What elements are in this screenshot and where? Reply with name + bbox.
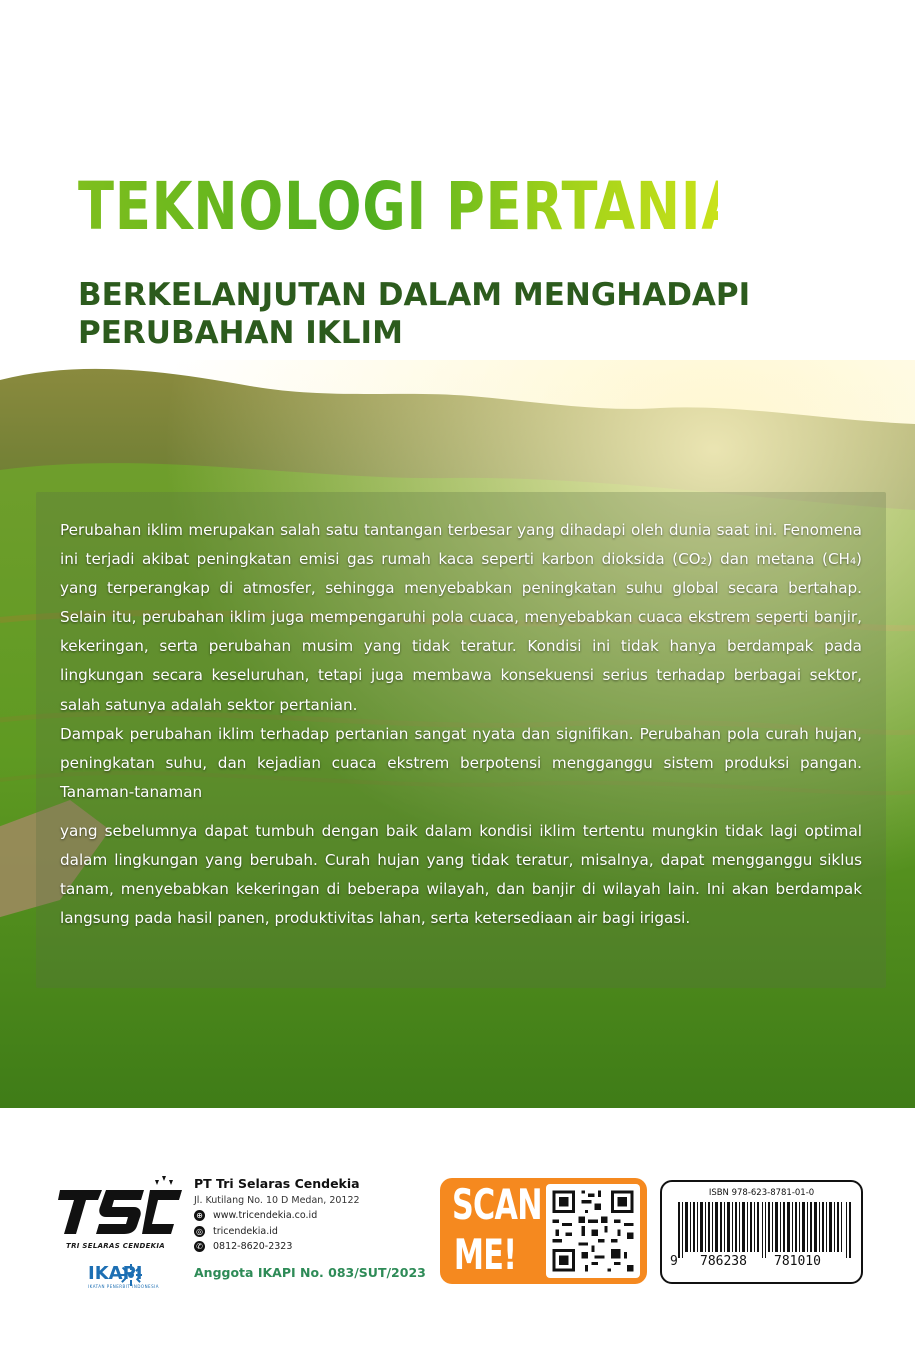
instagram-icon: ◎ <box>194 1226 205 1237</box>
blurb-text-1 <box>60 516 862 807</box>
whatsapp-icon: ✆ <box>194 1241 205 1252</box>
book-title: TEKNOLOGI PERTANIAN <box>78 168 789 245</box>
isbn-label: ISBN 978-623-8781-01-0 <box>708 1188 815 1198</box>
website-text: www.tricendekia.co.id <box>213 1209 318 1221</box>
phone-row[interactable] <box>194 1239 292 1253</box>
blurb-paragraph-1: Perubahan iklim merupakan salah satu tantangan terbesar yang dihadapi oleh dunia saat ini. Fenomena ini terjadi akibat peningkatan emisi gas rumah kaca seperti karbon dioksida (CO₂) dan metana (CH₄) yang terperangkap di atmosfer, sehingga menyebabkan peningkatan suhu global secara bertahap. Selain itu, perubahan iklim juga mempengaruhi pola cuaca, menyebabkan cuaca ekstrem seperti banjir, kekeringan, serta perubahan musim yang tidak teratur. Kondisi ini tidak hanya berdampak pada lingkungan secara keseluruhan, tetapi juga membawa konsekuensi serius terhadap berbagai sektor, salah satunya adalah sektor pertanian. <box>60 521 862 714</box>
scan-label-line2: ME! <box>453 1230 517 1279</box>
blurb-paragraph-3: yang sebelumnya dapat tumbuh dengan baik dalam kondisi iklim tertentu mungkin tidak lagi optimal dalam lingkungan yang berubah. Curah hujan yang tidak teratur, misalnya, dapat mengganggu siklus tanam, menyebabkan kekeringan di beberapa wilayah, dan banjir di wilayah lain. Ini akan berdampak langsung pada hasil panen, produktivitas lahan, serta ketersediaan air bagi irigasi. <box>60 822 862 928</box>
ikapi-wordmark: IKAPI <box>88 1263 143 1284</box>
website-row[interactable] <box>194 1208 317 1222</box>
barcode-digits-middle: 786238 <box>700 1254 747 1269</box>
publisher-name: PT Tri Selaras Cendekia <box>194 1176 360 1191</box>
barcode-digit-first: 9 <box>670 1254 678 1269</box>
blurb-paragraph-2: Dampak perubahan iklim terhadap pertanian sangat nyata dan signifikan. Perubahan pola curah hujan, peningkatan suhu, dan kejadian cuaca ekstrem berpotensi mengganggu sistem produksi pangan. Tanaman-tanaman <box>60 724 862 801</box>
globe-icon: ⊕ <box>194 1210 205 1221</box>
instagram-text: tricendekia.id <box>213 1225 278 1237</box>
instagram-row[interactable] <box>194 1224 278 1238</box>
publisher-logo <box>58 1172 184 1252</box>
qr-code-icon[interactable] <box>546 1184 640 1278</box>
phone-text: 0812-8620-2323 <box>213 1240 293 1252</box>
isbn-digits <box>670 1254 860 1270</box>
scan-me-label <box>452 1180 542 1280</box>
logo-tagline: TRI SELARAS CENDEKIA <box>66 1242 166 1250</box>
barcode-digits-last: 781010 <box>774 1254 821 1269</box>
publisher-address: Jl. Kutilang No. 10 D Medan, 20122 <box>194 1195 360 1206</box>
ikapi-member-number: Anggota IKAPI No. 083/SUT/2023 <box>194 1265 426 1280</box>
isbn-barcode <box>678 1202 854 1258</box>
book-subtitle: BERKELANJUTAN DALAM MENGHADAPI PERUBAHAN IKLIM <box>78 277 751 351</box>
scan-label-line1: SCAN <box>452 1180 542 1229</box>
ikapi-tagline: IKATAN PENERBIT INDONESIA <box>88 1284 160 1289</box>
